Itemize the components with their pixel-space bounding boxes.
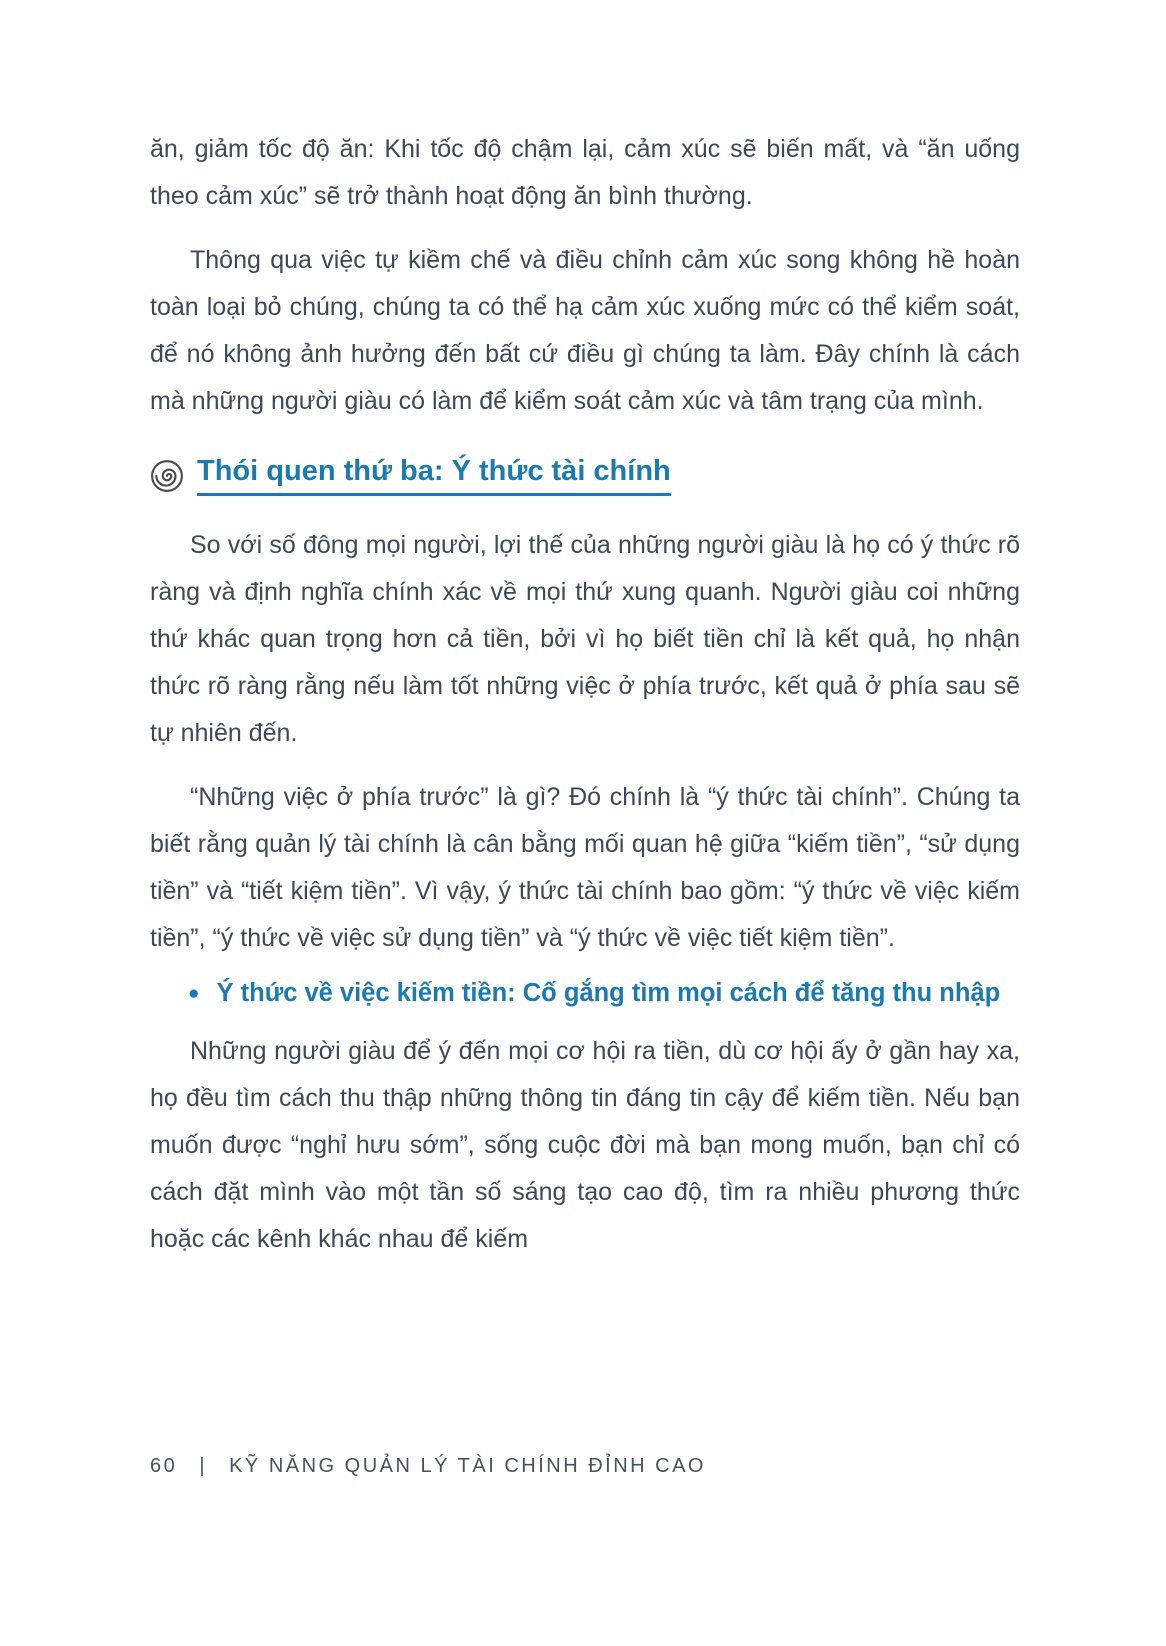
footer-book-title: KỸ NĂNG QUẢN LÝ TÀI CHÍNH ĐỈNH CAO bbox=[229, 1455, 706, 1477]
paragraph: Thông qua việc tự kiềm chế và điều chỉnh cảm xúc song không hề hoàn toàn loại bỏ chúng, chúng ta có thể hạ cảm xúc xuống mức có thể kiểm soát, để nó không ảnh hưởng đến bất cứ điều gì chúng ta làm. Đây chính là cách mà những người giàu có làm để kiểm soát cảm xúc và tâm trạng của mình. bbox=[150, 246, 1020, 415]
footer-separator: | bbox=[199, 1455, 208, 1477]
page-footer bbox=[150, 1455, 706, 1478]
section-heading bbox=[150, 455, 1020, 496]
section-heading-text: Thói quen thứ ba: Ý thức tài chính bbox=[197, 455, 671, 496]
page-content bbox=[150, 126, 1020, 1280]
paragraph-continuation: ăn, giảm tốc độ ăn: Khi tốc độ chậm lại, cảm xúc sẽ biến mất, và “ăn uống theo cảm xúc” sẽ trở thành hoạt động ăn bình thường. bbox=[150, 135, 1020, 210]
bullet-icon: ● bbox=[188, 983, 200, 1004]
spiral-icon bbox=[150, 459, 184, 493]
paragraph: “Những việc ở phía trước” là gì? Đó chính là “ý thức tài chính”. Chúng ta biết rằng quản lý tài chính là cân bằng mối quan hệ giữa “kiếm tiền”, “sử dụng tiền” và “tiết kiệm tiền”. Vì vậy, ý thức tài chính bao gồm: “ý thức về việc kiếm tiền”, “ý thức về việc sử dụng tiền” và “ý thức về việc tiết kiệm tiền”. bbox=[150, 783, 1020, 952]
bullet-subheading bbox=[150, 979, 1020, 1008]
paragraph: So với số đông mọi người, lợi thế của những người giàu là họ có ý thức rõ ràng và định nghĩa chính xác về mọi thứ xung quanh. Người giàu coi những thứ khác quan trọng hơn cả tiền, bởi vì họ biết tiền chỉ là kết quả, họ nhận thức rõ ràng rằng nếu làm tốt những việc ở phía trước, kết quả ở phía sau sẽ tự nhiên đến. bbox=[150, 531, 1020, 747]
page-number: 60 bbox=[150, 1455, 178, 1477]
paragraph: Những người giàu để ý đến mọi cơ hội ra tiền, dù cơ hội ấy ở gần hay xa, họ đều tìm cách thu thập những thông tin đáng tin cậy để kiếm tiền. Nếu bạn muốn được “nghỉ hưu sớm”, sống cuộc đời mà bạn mong muốn, bạn chỉ có cách đặt mình vào một tần số sáng tạo cao độ, tìm ra nhiều phương thức hoặc các kênh khác nhau để kiếm bbox=[150, 1037, 1020, 1253]
bullet-subheading-text: Ý thức về việc kiếm tiền: Cố gắng tìm mọi cách để tăng thu nhập bbox=[216, 979, 1001, 1007]
